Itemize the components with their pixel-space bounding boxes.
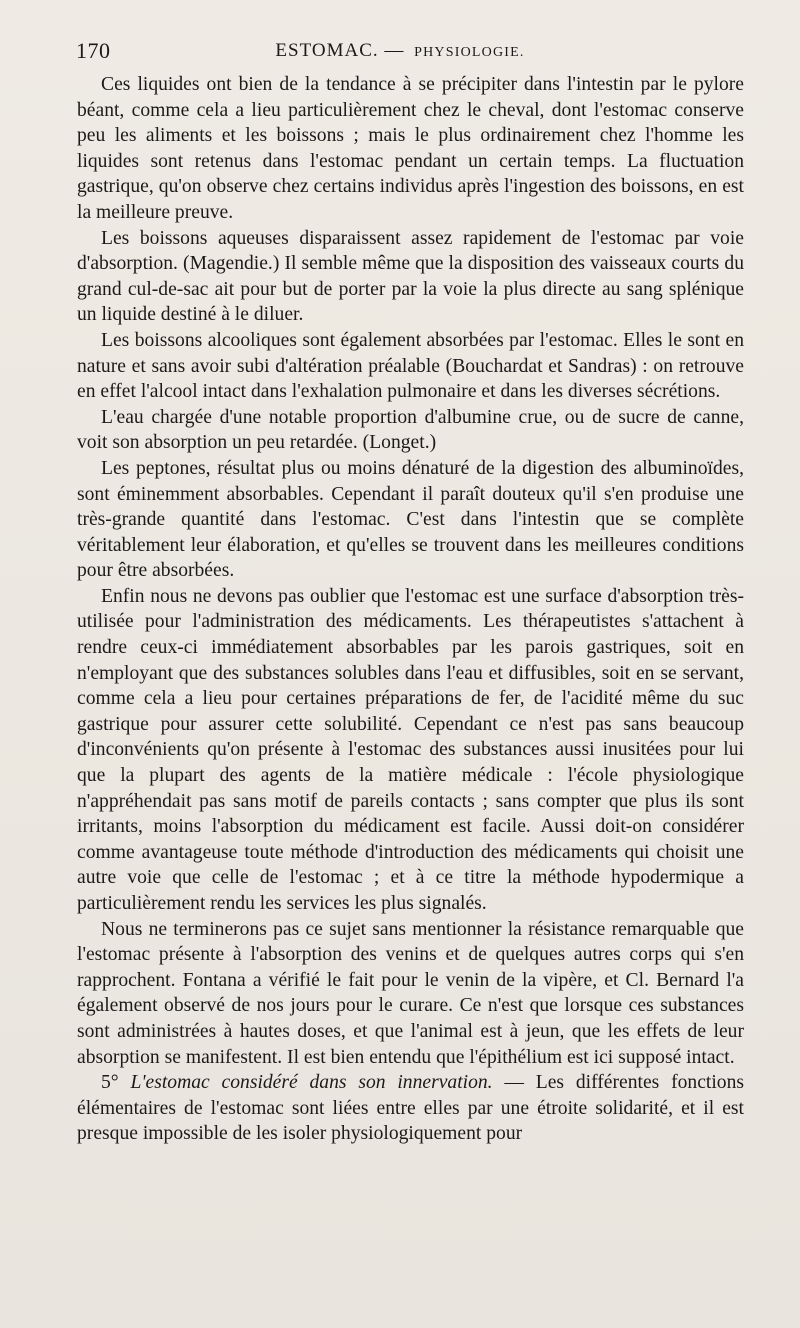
paragraph-8 xyxy=(77,1070,744,1147)
page-header xyxy=(0,38,800,68)
body-text xyxy=(77,72,744,1147)
running-head xyxy=(0,40,800,62)
paragraph-4: L'eau chargée d'une notable proportion d'albumine crue, ou de sucre de canne, voit son absorption un peu retardée. (Longet.) xyxy=(77,406,744,454)
running-head-separator: — xyxy=(378,40,411,61)
paragraph-7: Nous ne terminerons pas ce sujet sans mentionner la résistance remarquable que l'estomac présente à l'absorption des venins et de quelques autres corps qui s'en rapprochent. Fontana a vérifié le fait pour le venin de la vipère, et Cl. Bernard l'a également observé de nos jours pour le curare. Ce n'est que lorsque ces substances sont administrées à hautes doses, et que l'animal est à jeun, que les effets de leur absorption se manifestent. Il est bien entendu que l'épithélium est ici supposé intact. xyxy=(77,918,744,1068)
paragraph-6: Enfin nous ne devons pas oublier que l'estomac est une surface d'absorption très-utilisée pour l'administration des médicaments. Les thérapeutistes s'attachent à rendre ceux-ci immédiatement absorbables par les parois gastriques, soit en n'employant que des substances solubles dans l'eau et diffusibles, soit en se servant, comme cela a lieu pour certaines préparations de fer, de l'acidité même du suc gastrique pour assurer cette solubilité. Cependant ce n'est pas sans beaucoup d'inconvénients qu'on présente à l'estomac des substances aussi inusitées pour lui que la plupart des agents de la matière médicale : l'école physiologique n'appréhendait pas sans motif de pareils contacts ; sans compter que plus ils sont irritants, moins l'absorption du médicament est facile. Aussi doit-on considérer comme avantageuse toute méthode d'introduction des médicaments qui choisit une autre voie que celle de l'estomac ; et à ce titre la méthode hypodermique a particulièrement rendu les services les plus signalés. xyxy=(77,585,744,914)
section-number: 5° xyxy=(101,1072,131,1094)
paragraph-5: Les peptones, résultat plus ou moins dénaturé de la digestion des albuminoïdes, sont éminemment absorbables. Cependant il paraît douteux qu'il s'en produise une très-grande quantité dans l'estomac. C'est dans l'intestin que se complète véritablement leur élaboration, et qu'elles se trouvent dans les meilleures conditions pour être absorbées. xyxy=(77,457,744,582)
running-head-subtitle: PHYSIOLOGIE. xyxy=(414,45,525,60)
page-number: 170 xyxy=(76,38,111,63)
paragraph-1: Ces liquides ont bien de la tendance à se précipiter dans l'intestin par le pylore béant, comme cela a lieu particulièrement chez le cheval, dont l'estomac conserve peu les aliments et les boissons ; mais le plus ordinairement chez l'homme les liquides sont retenus dans l'estomac pendant un certain temps. La fluctuation gastrique, qu'on observe chez certains individus après l'ingestion des boissons, en est la meilleure preuve. xyxy=(77,74,744,223)
paragraph-2: Les boissons aqueuses disparaissent assez rapidement de l'estomac par voie d'absorption. (Magendie.) Il semble même que la disposition des vaisseaux courts du grand cul-de-sac ait pour but de porter par la voie la plus directe au sang splénique un liquide destiné à le diluer. xyxy=(77,227,744,326)
paragraph-3: Les boissons alcooliques sont également absorbées par l'estomac. Elles le sont en nature et sans avoir subi d'altération préalable (Bouchardat et Sandras) : on retrouve en effet l'alcool intact dans l'exhalation pulmonaire et dans les diverses sécrétions. xyxy=(77,329,744,403)
running-head-title: ESTOMAC. xyxy=(275,40,379,61)
section-text: — Les différentes fonctions élémentaires de l'estomac sont liées entre elles par une étroite solidarité, et il est presque impossible de les isoler physiologiquement pour xyxy=(77,1072,744,1145)
section-heading: L'estomac considéré dans son innervation. xyxy=(130,1072,493,1094)
